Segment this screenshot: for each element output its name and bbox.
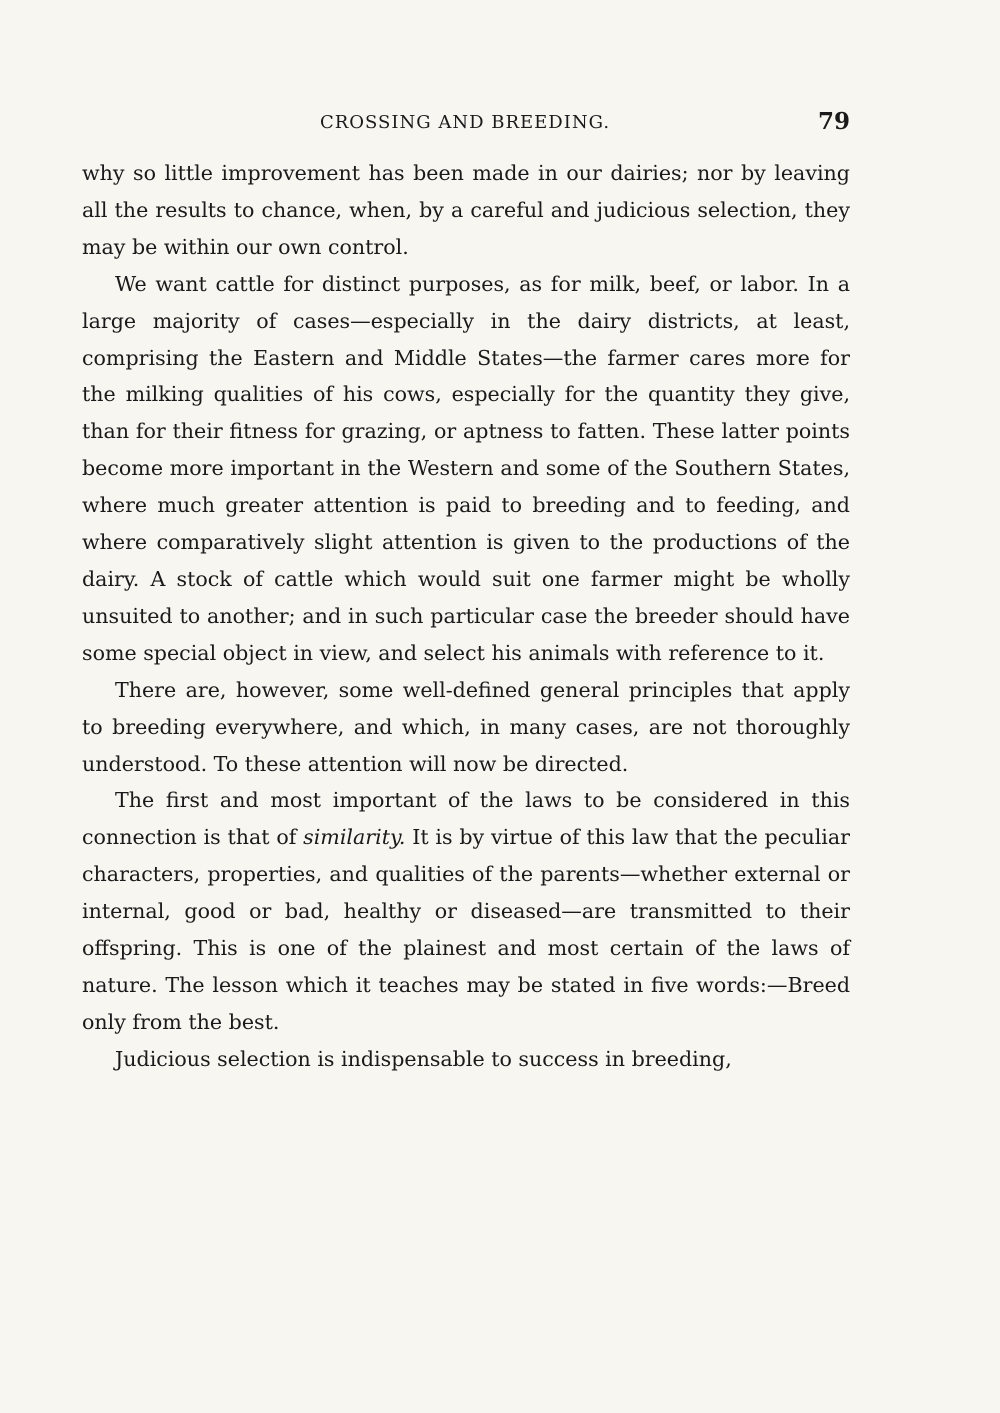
italic-term: similarity. xyxy=(303,825,406,850)
paragraph-5: Judicious selection is indispensable to success in breeding, xyxy=(115,1046,732,1071)
page-number: 79 xyxy=(817,108,850,135)
paragraph-2: We want cattle for distinct purposes, as for milk, beef, or labor. In a large majority of cases—especially in the dairy districts, at least, comprising the Eastern and Middle States—the farmer cares more for the milking qualities of his cows, especially for the quantity they give, than for their fitness for grazing, or aptness to fatten. These latter points become more important in the Western and some of the Southern States, where much greater attention is paid to breeding and to feeding, and where comparatively slight attention is given to the productions of the dairy. A stock of cattle which would suit one farmer might be wholly unsuited to another; and in such particular case the breeder should have some special object in view, and select his animals with reference to it. xyxy=(82,271,850,665)
body-text xyxy=(82,155,850,1078)
paragraph-1: why so little improvement has been made in our dairies; nor by leaving all the results to chance, when, by a careful and judicious selection, they may be within our own control. xyxy=(82,161,850,259)
paragraph-4-end: It is by virtue of this law that the peculiar characters, properties, and qualities of the parents—whether external or internal, good or bad, healthy or diseased—are transmitted to their offspring. This is one of the plainest and most certain of the laws of nature. The lesson which it teaches may be stated in five words:—Breed only from the best. xyxy=(82,825,851,1034)
paragraph-4-start: The first and most important of the laws to be considered in this connection is that of xyxy=(82,788,850,850)
running-head: CROSSING AND BREEDING. xyxy=(319,112,611,133)
page-header xyxy=(80,108,850,142)
paragraph-4 xyxy=(82,782,850,1040)
paragraph-3: There are, however, some well-defined general principles that apply to breeding everywhere, and which, in many cases, are not thoroughly understood. To these attention will now be directed. xyxy=(82,677,850,776)
